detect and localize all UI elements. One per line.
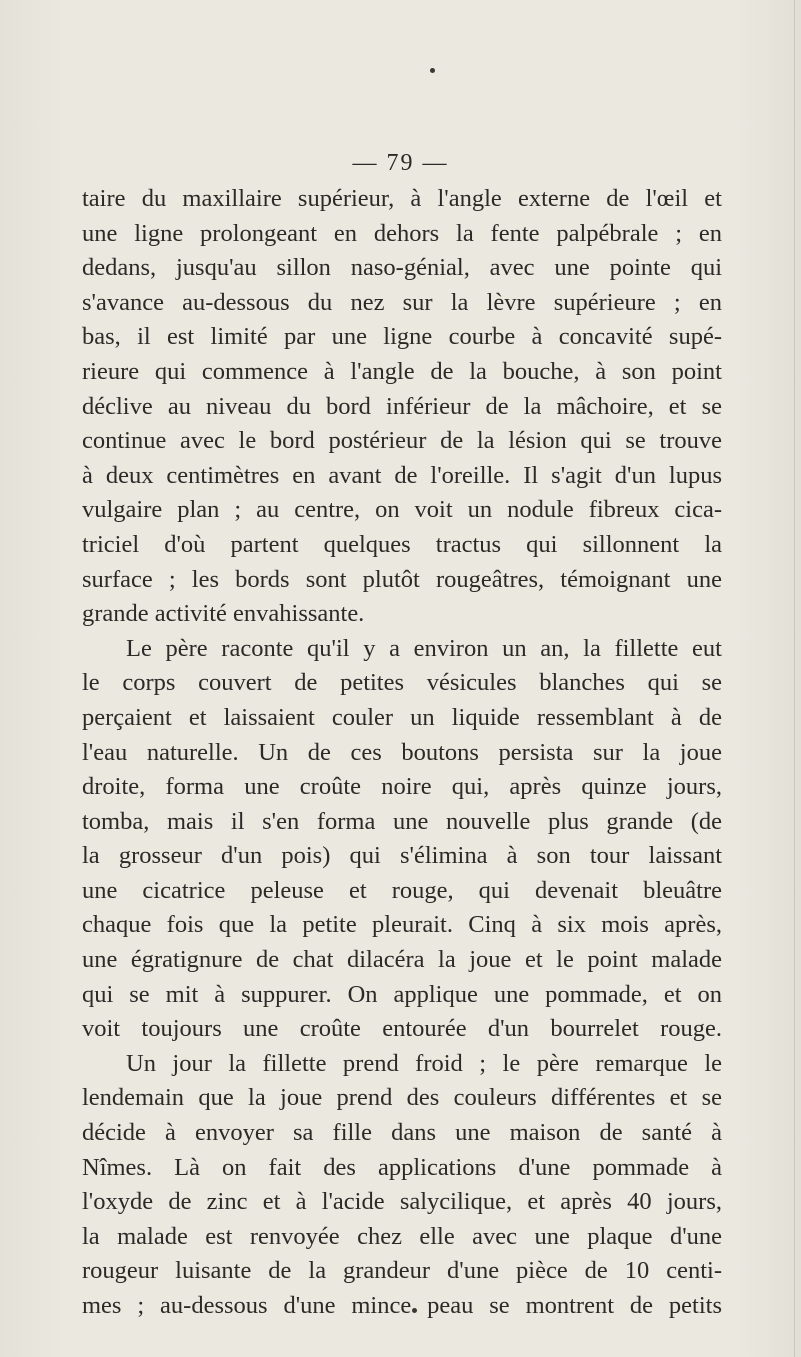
text-line: rougeur luisante de la grandeur d'une pièce de 10 centi-	[82, 1257, 722, 1285]
text-line: droite, forma une croûte noire qui, après quinze jours,	[82, 773, 722, 801]
paragraph	[82, 182, 722, 632]
text-line: qui se mit à suppurer. On applique une pommade, et on	[82, 980, 722, 1008]
text-line: bas, il est limité par une ligne courbe à concavité supé-	[82, 323, 722, 351]
page-number: — 79 —	[352, 150, 449, 176]
text-line: tomba, mais il s'en forma une nouvelle plus grande (de	[82, 807, 722, 835]
text-line: déclive au niveau du bord inférieur de la mâchoire, et se	[82, 392, 722, 420]
text-line: une ligne prolongeant en dehors la fente palpébrale ; en	[82, 219, 722, 247]
text-line: chaque fois que la petite pleurait. Cinq à six mois après,	[82, 911, 722, 939]
text-line: une cicatrice peleuse et rouge, qui devenait bleuâtre	[82, 876, 722, 904]
paragraph	[82, 632, 722, 1047]
text-line: l'oxyde de zinc et à l'acide salycilique, et après 40 jours,	[82, 1188, 722, 1216]
text-line: perçaient et laissaient couler un liquide ressemblant à de	[82, 703, 722, 731]
paragraph	[82, 1047, 722, 1324]
text-line: lendemain que la joue prend des couleurs différentes et se	[82, 1084, 722, 1112]
text-line: rieure qui commence à l'angle de la bouche, à son point	[82, 357, 722, 385]
text-line: la grosseur d'un pois) qui s'élimina à son tour laissant	[82, 842, 722, 870]
page-edge	[794, 0, 795, 1357]
text-line: vulgaire plan ; au centre, on voit un nodule fibreux cica-	[82, 496, 722, 524]
text-line: s'avance au-dessous du nez sur la lèvre supérieure ; en	[82, 288, 722, 316]
text-line: surface ; les bords sont plutôt rougeâtres, témoignant une	[82, 565, 722, 593]
text-line: grande activité envahissante.	[82, 600, 365, 628]
text-line: continue avec le bord postérieur de la lésion qui se trouve	[82, 427, 722, 455]
ink-speck	[430, 68, 435, 73]
text-line: une égratignure de chat dilacéra la joue et le point malade	[82, 946, 722, 974]
text-line: la malade est renvoyée chez elle avec une plaque d'une	[82, 1222, 722, 1250]
body-text	[82, 182, 722, 1324]
text-line: l'eau naturelle. Un de ces boutons persista sur la joue	[82, 738, 722, 766]
text-line: triciel d'où partent quelques tractus qui sillonnent la	[82, 530, 722, 558]
text-line: taire du maxillaire supérieur, à l'angle externe de l'œil et	[82, 185, 722, 212]
text-line: décide à envoyer sa fille dans une maison de santé à	[82, 1119, 722, 1147]
text-line: voit toujours une croûte entourée d'un bourrelet rouge.	[82, 1015, 722, 1043]
text-line: Nîmes. Là on fait des applications d'une pommade à	[82, 1153, 722, 1181]
text-line: à deux centimètres en avant de l'oreille. Il s'agit d'un lupus	[82, 461, 722, 489]
text-line: dedans, jusqu'au sillon naso-génial, avec une pointe qui	[82, 254, 722, 282]
text-line: mes ; au-dessous d'une mince peau se montrent de petits	[82, 1292, 722, 1319]
text-line: Un jour la fillette prend froid ; le père remarque le	[126, 1049, 722, 1077]
text-line: Le père raconte qu'il y a environ un an, la fillette eut	[126, 634, 722, 662]
text-line: le corps couvert de petites vésicules blanches qui se	[82, 669, 722, 697]
